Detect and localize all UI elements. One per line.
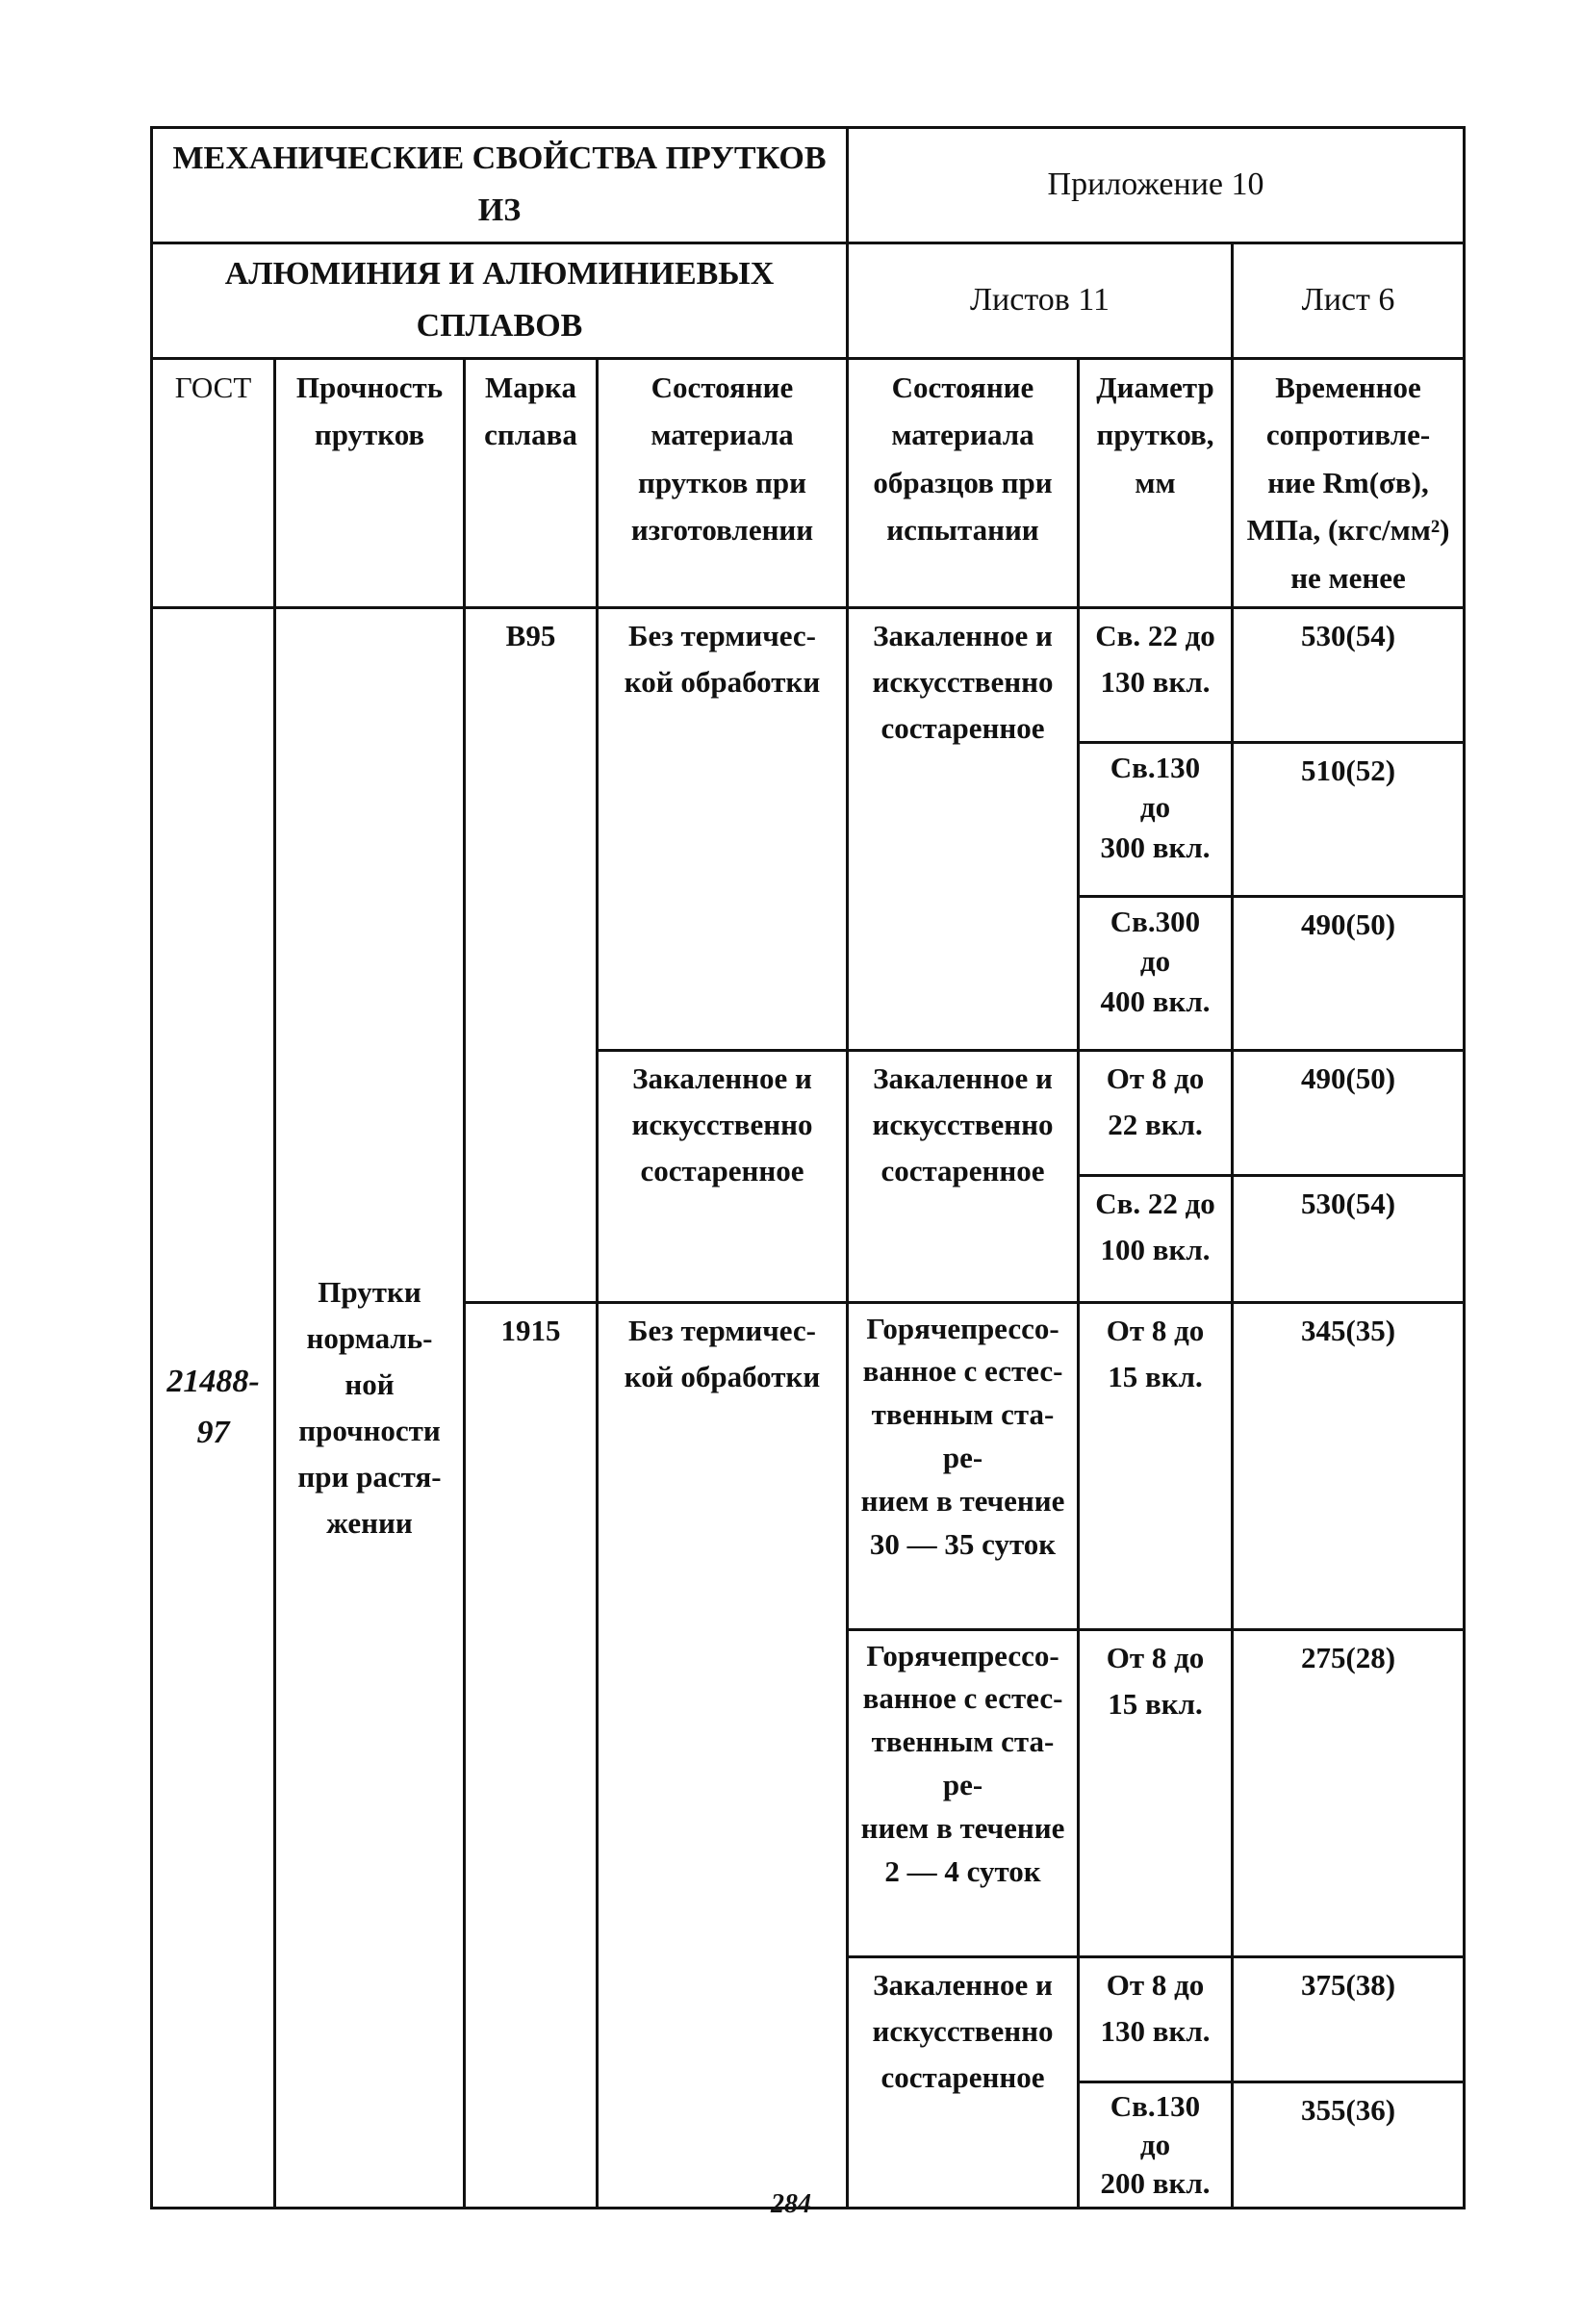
- state-manufacture-cell: Без термичес- кой обработки: [598, 1302, 848, 2209]
- tensile-cell: 275(28): [1233, 1629, 1465, 1956]
- title-row-2: [152, 243, 1465, 358]
- column-header-strength: Прочность прутков: [275, 358, 465, 607]
- gost-cell: 21488- 97: [152, 607, 275, 2209]
- diameter-cell: Св. 22 до 100 вкл.: [1079, 1175, 1233, 1302]
- state-manufacture-cell: Без термичес- кой обработки: [598, 607, 848, 1050]
- appendix-label: Приложение 10: [848, 128, 1465, 243]
- column-header-tensile-strength: Временное сопротивле- ние Rm(σв), МПа, (кгс/мм²) не менее: [1233, 358, 1465, 607]
- column-header-diameter: Диаметр прутков, мм: [1079, 358, 1233, 607]
- table-row: [152, 607, 1465, 742]
- page-number: 284: [771, 2189, 811, 2219]
- diameter-cell: Св.130 до 300 вкл.: [1079, 742, 1233, 896]
- strength-cell: Прутки нормаль- ной прочности при растя- жении: [275, 607, 465, 2209]
- column-header-grade: Марка сплава: [465, 358, 598, 607]
- tensile-cell: 375(38): [1233, 1956, 1465, 2081]
- diameter-cell: Св. 22 до 130 вкл.: [1079, 607, 1233, 742]
- document-title-line-2: АЛЮМИНИЯ И АЛЮМИНИЕВЫХ СПЛАВОВ: [152, 243, 848, 358]
- sheets-total: Листов 11: [848, 243, 1233, 358]
- column-header-row: [152, 358, 1465, 607]
- diameter-cell: Св.300 до 400 вкл.: [1079, 896, 1233, 1050]
- appendix-table-frame: [150, 126, 1463, 2201]
- diameter-cell: От 8 до 22 вкл.: [1079, 1050, 1233, 1175]
- diameter-cell: От 8 до 15 вкл.: [1079, 1629, 1233, 1956]
- tensile-cell: 355(36): [1233, 2081, 1465, 2209]
- title-row-1: [152, 128, 1465, 243]
- state-manufacture-cell: Закаленное и искусственно состаренное: [598, 1050, 848, 1302]
- column-header-state-test: Состояние материала образцов при испытании: [848, 358, 1079, 607]
- column-header-gost: ГОСТ: [152, 358, 275, 607]
- tensile-cell: 530(54): [1233, 607, 1465, 742]
- state-test-cell: Горячепрессо- ванное с естес- твенным ста- ре- нием в течение 2 — 4 суток: [848, 1629, 1079, 1956]
- grade-cell: 1915: [465, 1302, 598, 2209]
- tensile-cell: 510(52): [1233, 742, 1465, 896]
- mechanical-properties-table: [150, 126, 1466, 2209]
- tensile-cell: 490(50): [1233, 896, 1465, 1050]
- state-test-cell: Закаленное и искусственно состаренное: [848, 1050, 1079, 1302]
- tensile-cell: 530(54): [1233, 1175, 1465, 1302]
- state-test-cell: Горячепрессо- ванное с естес- твенным ста- ре- нием в течение 30 — 35 суток: [848, 1302, 1079, 1629]
- diameter-cell: От 8 до 130 вкл.: [1079, 1956, 1233, 2081]
- tensile-cell: 345(35): [1233, 1302, 1465, 1629]
- grade-cell: В95: [465, 607, 598, 1302]
- diameter-cell: От 8 до 15 вкл.: [1079, 1302, 1233, 1629]
- sheet-current: Лист 6: [1233, 243, 1465, 358]
- document-title-line-1: МЕХАНИЧЕСКИЕ СВОЙСТВА ПРУТКОВ ИЗ: [152, 128, 848, 243]
- state-test-cell: Закаленное и искусственно состаренное: [848, 1956, 1079, 2209]
- state-test-cell: Закаленное и искусственно состаренное: [848, 607, 1079, 1050]
- tensile-cell: 490(50): [1233, 1050, 1465, 1175]
- diameter-cell: Св.130 до 200 вкл.: [1079, 2081, 1233, 2209]
- column-header-state-manufacture: Состояние материала прутков при изготовлении: [598, 358, 848, 607]
